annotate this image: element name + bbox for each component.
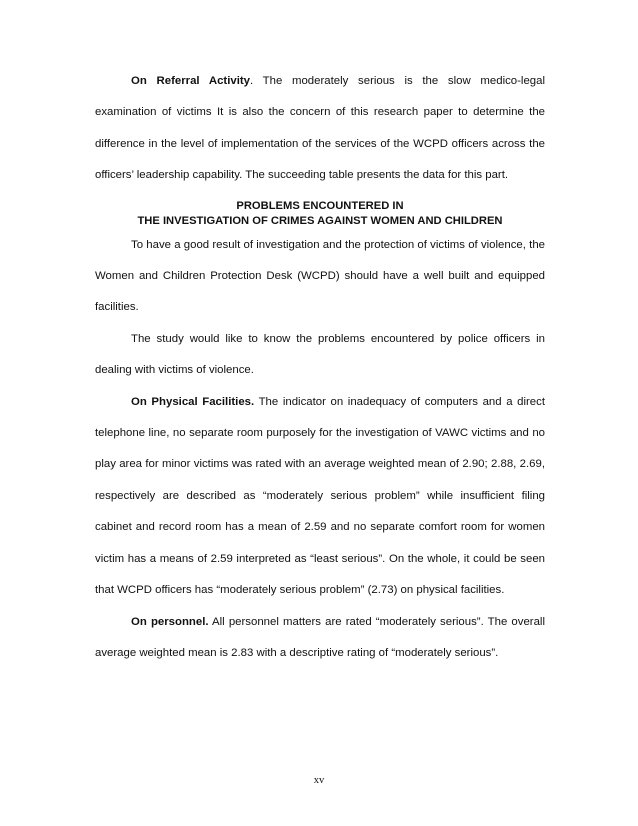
paragraph-text-personnel: All personnel matters are rated “moderately serious”. The overall average weighted mean is 2.83 with a descriptive rating of “moderately serious”.: [95, 615, 545, 659]
paragraph-good-result: [95, 230, 545, 324]
paragraph-text-physical-facilities: The indicator on inadequacy of computers and a direct telephone line, no separate room purposely for the investigation of VAWC victims and no play area for minor victims was rated with an average weighted mean of 2.90; 2.88, 2.69, respectively are described as “moderately serious problem” while insufficient filing cabinet and record room has a mean of 2.59 and no separate comfort room for women victim has a means of 2.59 interpreted as “least serious”. On the whole, it could be seen that WCPD officers has “moderately serious problem” (2.73) on physical facilities.: [95, 395, 545, 597]
section-heading: [95, 199, 545, 229]
paragraph-lead-referral-activity: On Referral Activity: [131, 75, 250, 87]
section-heading-line-1: PROBLEMS ENCOUNTERED IN: [236, 199, 404, 212]
paragraph-lead-physical-facilities: On Physical Facilities.: [131, 395, 255, 408]
document-body: [95, 66, 545, 669]
paragraph-text-good-result: To have a good result of investigation and the protection of victims of violence, the Women and Children Protection Desk (WCPD) should have a well built and equipped facilities.: [95, 238, 545, 314]
paragraph-study-problems: [95, 324, 545, 387]
paragraph-physical-facilities: [95, 387, 545, 607]
paragraph-lead-personnel: On personnel.: [131, 615, 209, 628]
paragraph-text-study-problems: The study would like to know the problems encountered by police officers in dealing with victims of violence.: [95, 332, 545, 377]
paragraph-referral-activity: [95, 66, 545, 192]
paragraph-personnel: [95, 607, 545, 670]
page-number: xv: [313, 775, 325, 786]
section-heading-line-2: THE INVESTIGATION OF CRIMES AGAINST WOMEN AND CHILDREN: [137, 214, 503, 227]
paragraph-text-referral-activity: . The moderately serious is the slow medico-legal examination of victims It is also the concern of this research paper to determine the difference in the level of implementation of the services of the WCPD officers across the officers’ leadership capability. The succeeding table presents the data for this part.: [95, 75, 545, 182]
